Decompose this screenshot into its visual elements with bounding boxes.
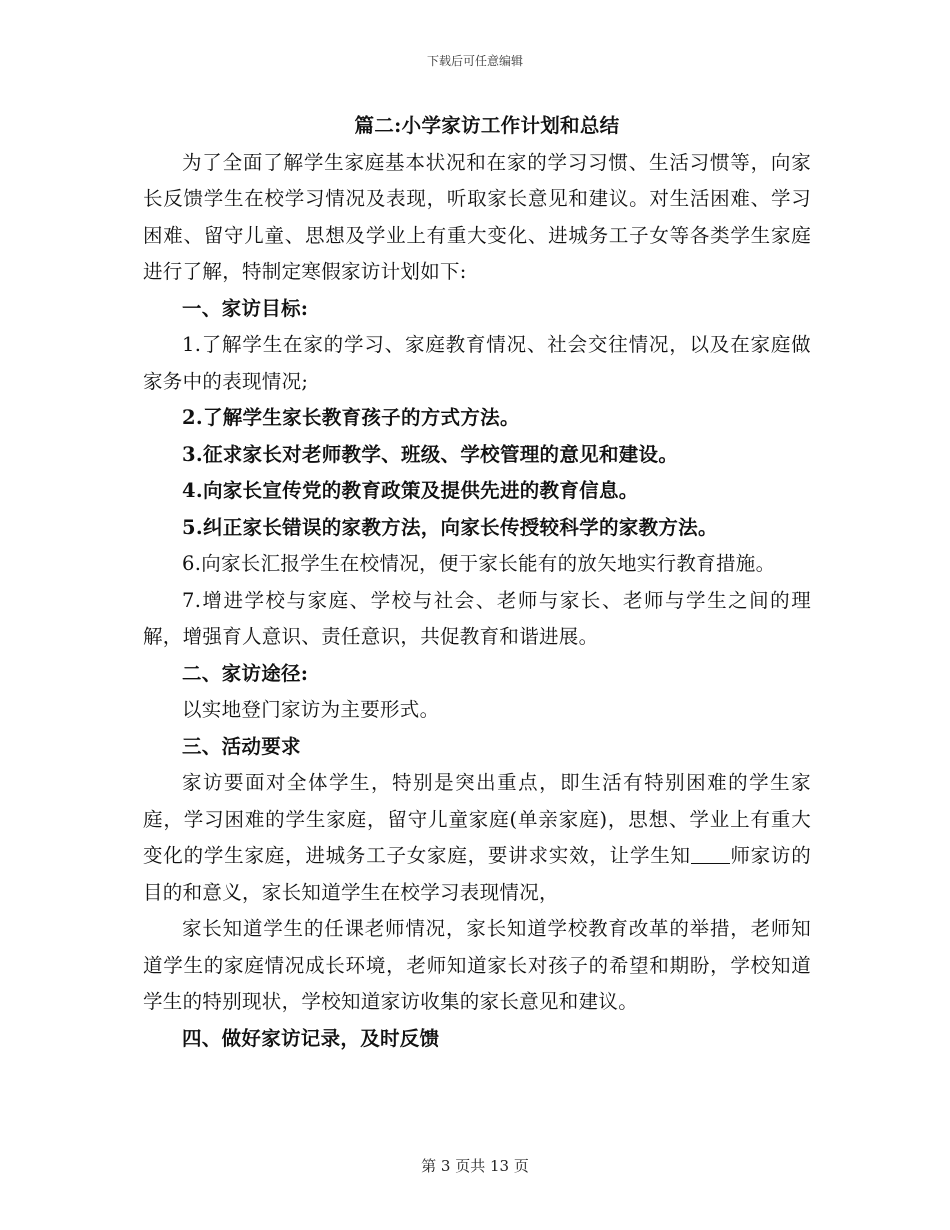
goal-item-6: 6.向家长汇报学生在校情况，便于家长能有的放矢地实行教育措施。 [182, 552, 776, 575]
section-3-heading: 三、活动要求 [182, 734, 301, 758]
fill-in-blank [691, 844, 730, 865]
goal-item-1: 1.了解学生在家的学习、家庭教育情况、社会交往情况，以及在家庭做家务中的表现情况; [143, 333, 811, 393]
document-body [143, 108, 811, 1057]
page-header-note: 下载后可任意编辑 [426, 54, 523, 68]
intro-paragraph: 为了全面了解学生家庭基本状况和在家的学习习惯、生活习惯等，向家长反馈学生在校学习情况及表现，听取家长意见和建议。对生活困难、学习困难、留守儿童、思想及学业上有重大变化、进城务工子女等各类学生家庭进行了解，特制定寒假家访计划如下: [143, 150, 811, 283]
section-3-paragraph-1 [143, 765, 811, 911]
goal-item-2: 2.了解学生家长教育孩子的方式方法。 [182, 406, 520, 429]
goal-item-5: 5.纠正家长错误的家教方法，向家长传授较科学的家教方法。 [182, 515, 718, 539]
page-number-footer: 第 3 页共 13 页 [421, 1157, 529, 1175]
section-3-paragraph-1-part-a: 家访要面对全体学生，特别是突出重点，即生活有特别困难的学生家庭，学习困难的学生家庭，留守儿童家庭(单亲家庭)，思想、学业上有重大变化的学生家庭，进城务工子女家庭，要讲求实效，让学生知 [143, 771, 811, 867]
document-title: 篇二:小学家访工作计划和总结 [354, 114, 620, 137]
section-2-text: 以实地登门家访为主要形式。 [182, 698, 440, 721]
section-2-heading: 二、家访途径: [182, 661, 309, 685]
section-3-paragraph-2: 家长知道学生的任课老师情况，家长知道学校教育改革的举措，老师知道学生的家庭情况成长环境，老师知道家长对孩子的希望和期盼，学校知道学生的特别现状，学校知道家访收集的家长意见和建议。 [143, 917, 811, 1013]
section-3-paragraph-1-part-b: 师家访的目的和意义，家长知道学生在校学习表现情况， [143, 844, 811, 904]
goal-item-4: 4.向家长宣传党的教育政策及提供先进的教育信息。 [182, 479, 639, 502]
section-4-heading: 四、做好家访记录，及时反馈 [182, 1026, 440, 1050]
goal-item-7: 7.增进学校与家庭、学校与社会、老师与家长、老师与学生之间的理解，增强育人意识、责任意识，共促教育和谐进展。 [143, 588, 811, 648]
section-1-heading: 一、家访目标: [182, 296, 309, 320]
goal-item-3: 3.征求家长对老师教学、班级、学校管理的意见和建设。 [182, 442, 679, 466]
